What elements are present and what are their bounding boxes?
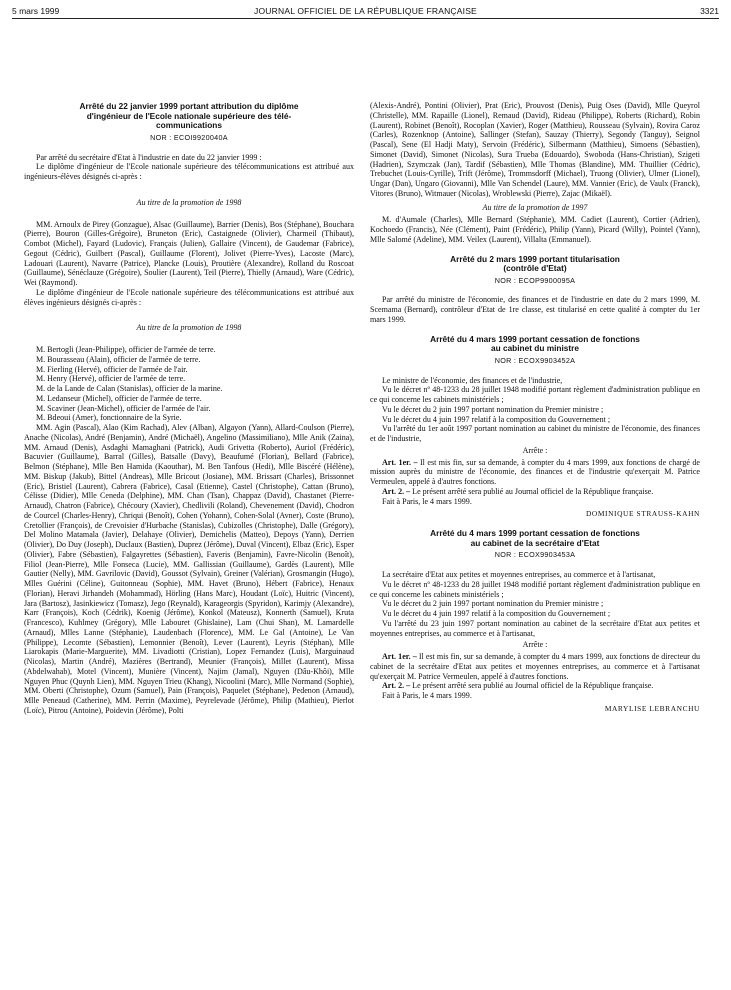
- arrete-label: Arrête :: [522, 445, 548, 455]
- title-line: communications: [156, 120, 222, 131]
- title-line: (contrôle d'Etat): [503, 263, 567, 274]
- paragraph: Le diplôme d'ingénieur de l'Ecole nationale supérieure des télécommunications est attribué aux élèves ingénieurs désignés ci-après :: [24, 287, 354, 307]
- list-item: M. Bourasseau (Alain), officier de l'armée de terre.: [36, 354, 201, 364]
- right-column: [370, 101, 700, 724]
- article-text: Il est mis fin, sur sa demande, à compter du 4 mars 1999, aux fonctions de directeur du cabinet de la secrétaire d'Etat aux petites et moyennes entreprises, au commerce et à l'artisanat qu'exerçait M. Patrice Vermeulen, appelé à d'autres fonctions.: [370, 652, 701, 681]
- names-paragraph: MM. Agin (Pascal), Alao (Kim Rachad), Alev (Alban), Algayon (Yann), Allard-Coulson (Pierre), Anache (Nicolas), André (Benjamin), André (Michaël), Angelino (Massimiliano), Mlle Anik (Zaina), MM. Arnaud (Denis), Asdaghi Mamaghani (Patrick), Audi Grivetta (Roberto), Auriol (Frédéric), Bacuvier (Guillaume), Barral (Gilles), Batsalle (Davy), Beaufumé (Florian), Bellard (Fabrice), Belmon (Stéphane), Mlle Ben Hamida (Kaouthar), M. Ben Tanfous (Hedi), Mlle Biscéré (Hélène), MM. Biskup (Jakub), Bittel (Andreas), Mlle Bricout (Josiane), MM. Brissart (Charles), Brissonnet (Eric), Bristiel (Laurent), Cabrera (Fabrice), Casal (Etienne), Castel (Christophe), Cattan (Bruno), Célisse (Didier), Mlle Ceneda (Delphine), MM. Chan (Tsan), Chappaz (David), Chastanet (Pierre-Arnaud), Chatron (Fabrice), Chécoury (Xavier), Chedlivili (Roland), Chevenement (David), Chodron de Courcel (Charles-Henry), Chriqui (Benoît), Cohen (Yohann), Cohen-Solal (Avner), Coste (Bruno), Cretollier (François), de Crevoisier d'Hurbache (Stanislas), Cubizolles (Christophe), Dalle (Grégory), Del Molino Matamala (Javier), Delahaye (Olivier), Demichelis (Matteo), Depoys (Yann), Derrien (Olivier), Do Duy (Joseph), Duclaux (Bastien), Duprez (Jérôme), Duval (Vincent), Elbaz (Eric), Esper (Olivier), Fabre (Sébastien), Falgayrettes (Sébastien), Faveris (Benjamin), Favre-Nicolin (Benoît), Filiol (Jean-Pierre), Mlle Fonseca (Lucie), MM. Gallissian (Guillaume), Gardès (Laurent), Mlle Gautier (Nelly), MM. Gavrilovic (David), Goussot (Sylvain), Greiner (Valérian), Grosmangin (Hugo), Mlles Guérini (Céline), Guitonneau (Sophie), MM. Havet (Bruno), Hébert (Fabrice), Henaux (Florian), Heravi Jirhandeh (Mohammad), Hörling (Hans Marc), Houdant (Loïc), Huitric (Vincent), Jara (Bartosz), Jasinkiewicz (Tomasz), Jego (Reynald), Karagеorgis (Spyridon), Karimjy (Alexandre), Karr (François), Koch (Cédrik), Koenig (Jérôme), Konkol (Mateusz), Konnerth (Samuel), Kruta (Francesco), Kuhlmey (Grégory), Mlle Labouret (Ghislaine), Lam (Chui Shan), M. Lamardelle (Arnaud), Mlles Lanne (Stéphanie), Laudenbach (Florence), MM. Le Gal (Antoine), Le Van (Philippe), Lecomte (Sébastien), Lemonnier (Benoît), Lever (Laurent), Leyris (Stéphan), Mlle Liarokapis (Marie-Marguerite), MM. Livadiotti (Cristian), Lopez Fernandez (Luis), Marguinaud (Nicolas), Martin (André), Mazières (Bertrand), Meunier (François), Millet (Laurent), Missa (Abdelwahab), Motel (Vincent), Munière (Vincent), Najim (Jamal), Nguyen (Dâu-Khôi), Mlle Nguyen Phuc (Quynh Lien), MM. Nguyen Trieu (Khang), Nicoolini (Marc), Mlle Normand (Sophie), MM. Oberti (Christophe), Ozum (Samuel), Pain (François), Paquelet (Stéphane), Pedenon (Arnaud), Mlle Peneaud (Catherine), MM. Perrin (Maxime), Peyrelevade (Jérôme), Philip (Mathieu), Pierlot (Loïc), Pitrou (Antoine), Poidevin (Jérôme), Polti: [24, 423, 354, 715]
- article-2: [370, 681, 700, 691]
- section-heading: Au titre de la promotion de 1997: [482, 202, 588, 212]
- article-2: [370, 487, 700, 497]
- left-column: [24, 102, 354, 716]
- paragraph: La secrétaire d'Etat aux petites et moyennes entreprises, au commerce et à l'artisanat,: [382, 570, 656, 580]
- paragraph: Le diplôme d'ingénieur de l'Ecole nationale supérieure des télécommunications est attribué aux ingénieurs-élèves désignés ci-après :: [24, 162, 354, 182]
- title-line: au cabinet de la secrétaire d'Etat: [470, 537, 600, 548]
- paragraph: Vu le décret du 4 juin 1997 relatif à la composition du Gouvernement ;: [382, 609, 611, 619]
- title-line: Arrêté du 2 mars 1999 portant titularisation: [450, 253, 620, 264]
- title-line: Arrêté du 22 janvier 1999 portant attribution du diplôme: [79, 101, 299, 111]
- paragraph: Le ministre de l'économie, des finances et de l'industrie,: [382, 375, 563, 385]
- paragraph: Par arrêté du secrétaire d'Etat à l'industrie en date du 22 janvier 1999 :: [36, 152, 262, 162]
- nor-reference: NOR : ECOX9903452A: [494, 355, 576, 365]
- decree-title-secretary-cabinet: [370, 529, 700, 548]
- list-item: M. Ledanseur (Michel), officier de l'armée de terre.: [36, 393, 202, 403]
- article-label: Art. 2. –: [382, 486, 411, 496]
- names-paragraph: MM. Arnoulx de Pirey (Gonzague), Alsac (Guillaume), Barrier (Denis), Bos (Stéphane), Bouchara (Pierre), Bouron (Gilles-Grégoire), Bruneton (Eric), Castaignede (Olivier), Charmeil (Thibaut), Combot (Michel), Fayard (Ludovic), Français (Julien), Gallaire (Vincent), de Gaudemar (Fabrice), Gegout (Cédric), Guilbert (Pascal), Guillaume (Florent), Jolivet (Pierre-Yves), Lacoste (Marc), Ladouari (Laurent), Navarre (Patrice), Plancke (Louis), Proutière (Alexandre), Rolland du Roscoat (Guillaume), Sénéclauze (Grégoire), Soulier (Laurent), Teil (Pierre), Thielly (Arnaud), Ware (Cédric), Wei (Raymond).: [24, 219, 354, 288]
- nor-reference: NOR : ECOI9920040A: [150, 132, 228, 142]
- officers-list: [24, 345, 354, 423]
- article-text: Il est mis fin, sur sa demande, à compter du 4 mars 1999, aux fonctions de chargé de mission auprès du ministre de l'économie, des finances et de l'industrie qu'exerçait M. Patrice Vermeulen, appelé à d'autres fonctions.: [370, 457, 700, 487]
- article-text: Le présent arrêté sera publié au Journal officiel de la République française.: [410, 486, 654, 496]
- page-header: [12, 4, 719, 19]
- names-paragraph: M. d'Aumale (Charles), Mlle Bernard (Stéphanie), MM. Cadiet (Laurent), Cortier (Adrien), Kochoedo (Francis), Née (Clément), Paint (Frédéric), Philip (Yann), Picard (Willy), Pointel (Yann), Mlle Salomé (Adeline), MM. Veilex (Laurent), Villalta (Emmanuel).: [370, 215, 700, 244]
- article-label: Art. 2. –: [382, 681, 411, 691]
- decree-title-diploma: [24, 102, 354, 131]
- nor-reference: NOR : ECOP9900095A: [494, 275, 576, 285]
- list-item: M. Fierling (Hervé), officier de l'armée de l'air.: [36, 364, 188, 374]
- header-journal-title: JOURNAL OFFICIEL DE LA RÉPUBLIQUE FRANÇAISE: [254, 6, 477, 16]
- signature-place-date: Fait à Paris, le 4 mars 1999.: [382, 691, 472, 701]
- decree-title-minister-cabinet: [370, 335, 700, 354]
- title-line: Arrêté du 4 mars 1999 portant cessation de fonctions: [430, 528, 640, 539]
- title-line: d'ingénieur de l'Ecole nationale supérieure des télé-: [86, 110, 292, 121]
- list-item: M. Bdeoui (Amer), fonctionnaire de la Syrie.: [36, 413, 182, 423]
- article-label: Art. 1er. –: [382, 457, 418, 467]
- paragraph: Vu le décret nº 48-1233 du 28 juillet 1948 modifié portant règlement d'administration publique en ce qui concerne les cabinets ministériels ;: [370, 385, 700, 405]
- paragraph: Vu le décret du 4 juin 1997 relatif à la composition du Gouvernement ;: [382, 414, 611, 424]
- header-date: 5 mars 1999: [12, 6, 60, 16]
- header-page-number: 3321: [700, 6, 719, 16]
- signature-name: DOMINIQUE STRAUSS-KAHN: [585, 509, 700, 519]
- paragraph: Vu l'arrêté du 1er août 1997 portant nomination au cabinet du ministre de l'économie, des finances et de l'industrie,: [370, 424, 700, 444]
- paragraph: Vu le décret nº 48-1233 du 28 juillet 1948 modifié portant règlement d'administration publique en ce qui concerne les cabinets ministériels ;: [370, 579, 700, 599]
- article-1: [370, 652, 700, 681]
- arrete-label: Arrête :: [522, 640, 548, 650]
- article-label: Art. 1er. –: [382, 652, 417, 662]
- paragraph: Vu le décret du 2 juin 1997 portant nomination du Premier ministre ;: [382, 404, 604, 414]
- section-heading: Au titre de la promotion de 1998: [136, 323, 242, 333]
- list-item: M. Bertogli (Jean-Philippe), officier de l'armée de terre.: [36, 345, 216, 355]
- nor-reference: NOR : ECOX9903453A: [494, 550, 576, 560]
- paragraph: Par arrêté du ministre de l'économie, des finances et de l'industrie en date du 2 mars 1999, M. Scemama (Bernard), contrôleur d'Etat de 1re classe, est titularisé en cette qualité à compter du 1er mars 1999.: [370, 295, 700, 324]
- paragraph: Vu l'arrêté du 23 juin 1997 portant nomination au cabinet de la secrétaire d'Etat aux petites et moyennes entreprises, au commerce et à l'artisanat,: [370, 618, 700, 638]
- signature-name: MARYLISE LEBRANCHU: [604, 703, 700, 713]
- section-heading: Au titre de la promotion de 1998: [136, 197, 242, 207]
- article-1: [370, 458, 700, 487]
- article-text: Le présent arrêté sera publié au Journal officiel de la République française.: [410, 681, 654, 691]
- list-item: M. de la Lande de Calan (Stanislas), officier de la marine.: [36, 384, 223, 394]
- paragraph: Vu le décret du 2 juin 1997 portant nomination du Premier ministre ;: [382, 599, 604, 609]
- decree-title-titularisation: [370, 255, 700, 274]
- list-item: M. Henry (Hervé), officier de l'armée de terre.: [36, 374, 186, 384]
- spacer: [370, 245, 700, 255]
- names-paragraph-continued: (Alexis-André), Pontini (Olivier), Prat (Eric), Prouvost (Denis), Puig Oses (David), Mlle Queyrol (Christelle), MM. Rapaille (Lionel), Remaud (David), Rideau (Philippe), Roberts (Richard), Robin (Laurent), Robinet (Benoît), Rocoplan (Xavier), Roger (Matthieu), Rousseau (Sylvain), Rovira Caroz (Carles), Rozenknop (Antoine), Sallinger (Stefan), Sauzay (Thierry), Segondy (Tanguy), Seignol (Pascal), Sene (El Hadji Maty), Servoin (Frédéric), Silbermann (Matthieu), Simoens (Sébastien), Simonet (David), Simonet (Nicolas), Sura Trueba (Edouardo), Swoboda (Hans-Christian), Szigeti (Hadrien), Szymczak (Jan), Tardif (Sébastien), Mlle Thomas (Blandine), MM. Thuillier (Cédric), Trebuchet (Louis-Cyrille), Trift (Jérôme), Trommsdorff (Michael), Truong (Olivier), Ulmer (Lionel), Ungar (Dan), Ungaro (Giovanni), Mlle Van Schendel (Laure), MM. Vannier (Eric), de Vaulx (Franck), Vitores (Bruno), Witmauer (Nicolas), Wroblewski (Pierre), Zajac (Mikaël).: [370, 101, 700, 198]
- signature-place-date: Fait à Paris, le 4 mars 1999.: [382, 496, 472, 506]
- title-line: Arrêté du 4 mars 1999 portant cessation de fonctions: [430, 333, 640, 344]
- title-line: au cabinet du ministre: [490, 343, 580, 354]
- list-item: M. Scaviner (Jean-Michel), officier de l'armée de l'air.: [36, 403, 211, 413]
